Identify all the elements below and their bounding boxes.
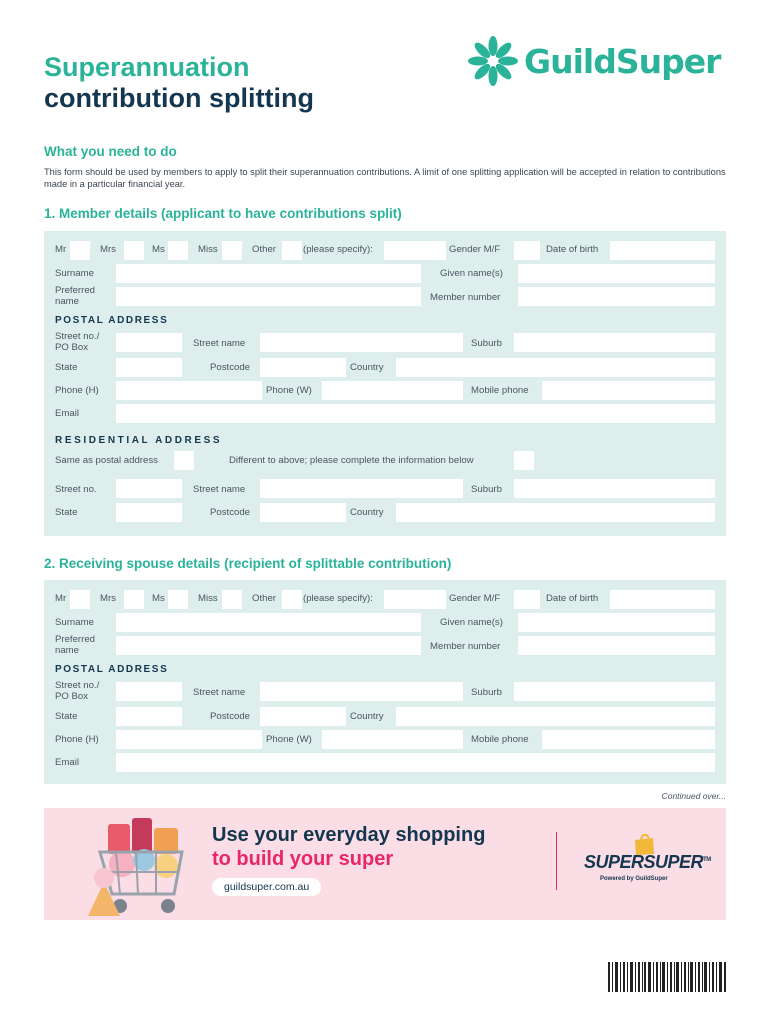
spouse-surname-label: Surname xyxy=(55,617,94,628)
state-input[interactable] xyxy=(116,358,182,377)
spouse-state-label: State xyxy=(55,711,78,722)
surname-label: Surname xyxy=(55,268,94,279)
res-suburb-label: Suburb xyxy=(471,484,502,495)
section-1-heading: 1. Member details (applicant to have contributions split) xyxy=(44,206,402,221)
spouse-given-names-label: Given name(s) xyxy=(440,617,503,628)
street-po-label: Street no./ PO Box xyxy=(55,331,100,353)
spouse-preferred-name-label: Preferred name xyxy=(55,634,95,656)
res-street-name-label: Street name xyxy=(193,484,246,495)
spouse-suburb-label: Suburb xyxy=(471,687,502,698)
spouse-email-input[interactable] xyxy=(116,753,715,772)
email-input[interactable] xyxy=(116,404,715,423)
given-names-input[interactable] xyxy=(518,264,715,283)
res-street-name-input[interactable] xyxy=(260,479,463,498)
trademark: TM xyxy=(703,857,711,863)
supersuper-logo xyxy=(584,852,711,873)
street-name-input[interactable] xyxy=(260,333,463,352)
spouse-please-specify-input[interactable] xyxy=(384,590,446,609)
spouse-state-input[interactable] xyxy=(116,707,182,726)
banner-url[interactable]: guildsuper.com.au xyxy=(212,878,321,896)
spouse-title-ms-label: Ms xyxy=(152,593,165,604)
mobile-input[interactable] xyxy=(542,381,715,400)
intro-heading: What you need to do xyxy=(44,144,177,159)
supersuper-text: SUPERSUPER xyxy=(584,852,704,872)
spouse-gender-input[interactable] xyxy=(514,590,540,609)
gender-label: Gender M/F xyxy=(449,244,501,255)
title-ms-label: Ms xyxy=(152,244,165,255)
spouse-title-other-checkbox[interactable] xyxy=(282,590,302,609)
spouse-phone-h-input[interactable] xyxy=(116,730,262,749)
spouse-street-name-label: Street name xyxy=(193,687,246,698)
spouse-phone-h-label: Phone (H) xyxy=(55,734,99,745)
spouse-title-miss-checkbox[interactable] xyxy=(222,590,242,609)
spouse-details-panel xyxy=(44,580,726,784)
surname-input[interactable] xyxy=(116,264,421,283)
res-state-input[interactable] xyxy=(116,503,182,522)
guildsuper-logo xyxy=(466,34,720,88)
spouse-title-mr-checkbox[interactable] xyxy=(70,590,90,609)
title-mrs-checkbox[interactable] xyxy=(124,241,144,260)
postcode-label: Postcode xyxy=(210,362,251,373)
phone-h-label: Phone (H) xyxy=(55,385,99,396)
barcode xyxy=(608,962,726,992)
suburb-input[interactable] xyxy=(514,333,715,352)
spouse-country-label: Country xyxy=(350,711,384,722)
res-street-no-label: Street no. xyxy=(55,484,97,495)
shopping-cart-icon xyxy=(86,812,196,920)
spouse-dob-input[interactable] xyxy=(610,590,715,609)
spouse-surname-input[interactable] xyxy=(116,613,421,632)
dob-label: Date of birth xyxy=(546,244,599,255)
spouse-country-input[interactable] xyxy=(396,707,715,726)
spouse-street-name-input[interactable] xyxy=(260,682,463,701)
title-mr-label: Mr xyxy=(55,244,67,255)
spouse-postal-address-caption: POSTAL ADDRESS xyxy=(55,664,169,675)
postal-address-caption: POSTAL ADDRESS xyxy=(55,315,169,326)
spouse-title-mrs-label: Mrs xyxy=(100,593,116,604)
spouse-suburb-input[interactable] xyxy=(514,682,715,701)
given-names-label: Given name(s) xyxy=(440,268,503,279)
dob-input[interactable] xyxy=(610,241,715,260)
title-ms-checkbox[interactable] xyxy=(168,241,188,260)
preferred-name-label: Preferred name xyxy=(55,285,95,307)
street-po-input[interactable] xyxy=(116,333,182,352)
title-line-2: contribution splitting xyxy=(44,83,314,113)
member-number-input[interactable] xyxy=(518,287,715,306)
please-specify-input[interactable] xyxy=(384,241,446,260)
spouse-title-other-label: Other xyxy=(252,593,276,604)
title-miss-checkbox[interactable] xyxy=(222,241,242,260)
res-country-input[interactable] xyxy=(396,503,715,522)
country-label: Country xyxy=(350,362,384,373)
same-as-postal-label: Same as postal address xyxy=(55,455,158,466)
spouse-phone-w-label: Phone (W) xyxy=(266,734,312,745)
spouse-member-number-label: Member number xyxy=(430,641,501,652)
title-other-label: Other xyxy=(252,244,276,255)
banner-line-1: Use your everyday shopping xyxy=(212,824,486,846)
gender-input[interactable] xyxy=(514,241,540,260)
logo-text: GuildSuper xyxy=(524,41,721,81)
spouse-postcode-input[interactable] xyxy=(260,707,346,726)
country-input[interactable] xyxy=(396,358,715,377)
spouse-street-po-input[interactable] xyxy=(116,682,182,701)
spouse-dob-label: Date of birth xyxy=(546,593,599,604)
preferred-name-input[interactable] xyxy=(116,287,421,306)
spouse-postcode-label: Postcode xyxy=(210,711,251,722)
res-country-label: Country xyxy=(350,507,384,518)
powered-by: Powered by GuildSuper xyxy=(600,876,668,882)
banner-line-2: to build your super xyxy=(212,848,394,870)
spouse-title-ms-checkbox[interactable] xyxy=(168,590,188,609)
res-postcode-input[interactable] xyxy=(260,503,346,522)
phone-w-input[interactable] xyxy=(322,381,463,400)
same-as-postal-checkbox[interactable] xyxy=(174,451,194,470)
intro-text: This form should be used by members to apply to split their superannuation contributions. A limit of one splitting application will be accepted in relation to contributions made in a particular financial year. xyxy=(44,167,726,189)
page-title xyxy=(44,52,314,114)
section-2-heading: 2. Receiving spouse details (recipient of splittable contribution) xyxy=(44,556,452,571)
spouse-title-mr-label: Mr xyxy=(55,593,67,604)
promo-banner xyxy=(44,808,726,920)
phone-w-label: Phone (W) xyxy=(266,385,312,396)
phone-h-input[interactable] xyxy=(116,381,262,400)
flower-icon xyxy=(466,34,520,88)
suburb-label: Suburb xyxy=(471,338,502,349)
spouse-mobile-input[interactable] xyxy=(542,730,715,749)
residential-address-caption: RESIDENTIAL ADDRESS xyxy=(55,435,223,446)
spouse-title-miss-label: Miss xyxy=(198,593,218,604)
spouse-preferred-name-input[interactable] xyxy=(116,636,421,655)
spouse-member-number-input[interactable] xyxy=(518,636,715,655)
title-miss-label: Miss xyxy=(198,244,218,255)
title-mr-checkbox[interactable] xyxy=(70,241,90,260)
res-postcode-label: Postcode xyxy=(210,507,251,518)
spouse-mobile-label: Mobile phone xyxy=(471,734,529,745)
spouse-given-names-input[interactable] xyxy=(518,613,715,632)
banner-divider xyxy=(556,832,557,890)
spouse-email-label: Email xyxy=(55,757,79,768)
different-checkbox[interactable] xyxy=(514,451,534,470)
title-other-checkbox[interactable] xyxy=(282,241,302,260)
member-details-panel xyxy=(44,231,726,536)
state-label: State xyxy=(55,362,78,373)
mobile-label: Mobile phone xyxy=(471,385,529,396)
please-specify-label: (please specify): xyxy=(303,244,373,255)
res-state-label: State xyxy=(55,507,78,518)
spouse-gender-label: Gender M/F xyxy=(449,593,501,604)
spouse-please-specify-label: (please specify): xyxy=(303,593,373,604)
street-name-label: Street name xyxy=(193,338,246,349)
continued-over: Continued over... xyxy=(661,791,726,801)
title-line-1: Superannuation xyxy=(44,52,250,82)
spouse-phone-w-input[interactable] xyxy=(322,730,463,749)
different-label: Different to above; please complete the information below xyxy=(229,455,474,466)
res-suburb-input[interactable] xyxy=(514,479,715,498)
spouse-street-po-label: Street no./ PO Box xyxy=(55,680,100,702)
title-mrs-label: Mrs xyxy=(100,244,116,255)
email-label: Email xyxy=(55,408,79,419)
postcode-input[interactable] xyxy=(260,358,346,377)
spouse-title-mrs-checkbox[interactable] xyxy=(124,590,144,609)
member-number-label: Member number xyxy=(430,292,501,303)
res-street-no-input[interactable] xyxy=(116,479,182,498)
